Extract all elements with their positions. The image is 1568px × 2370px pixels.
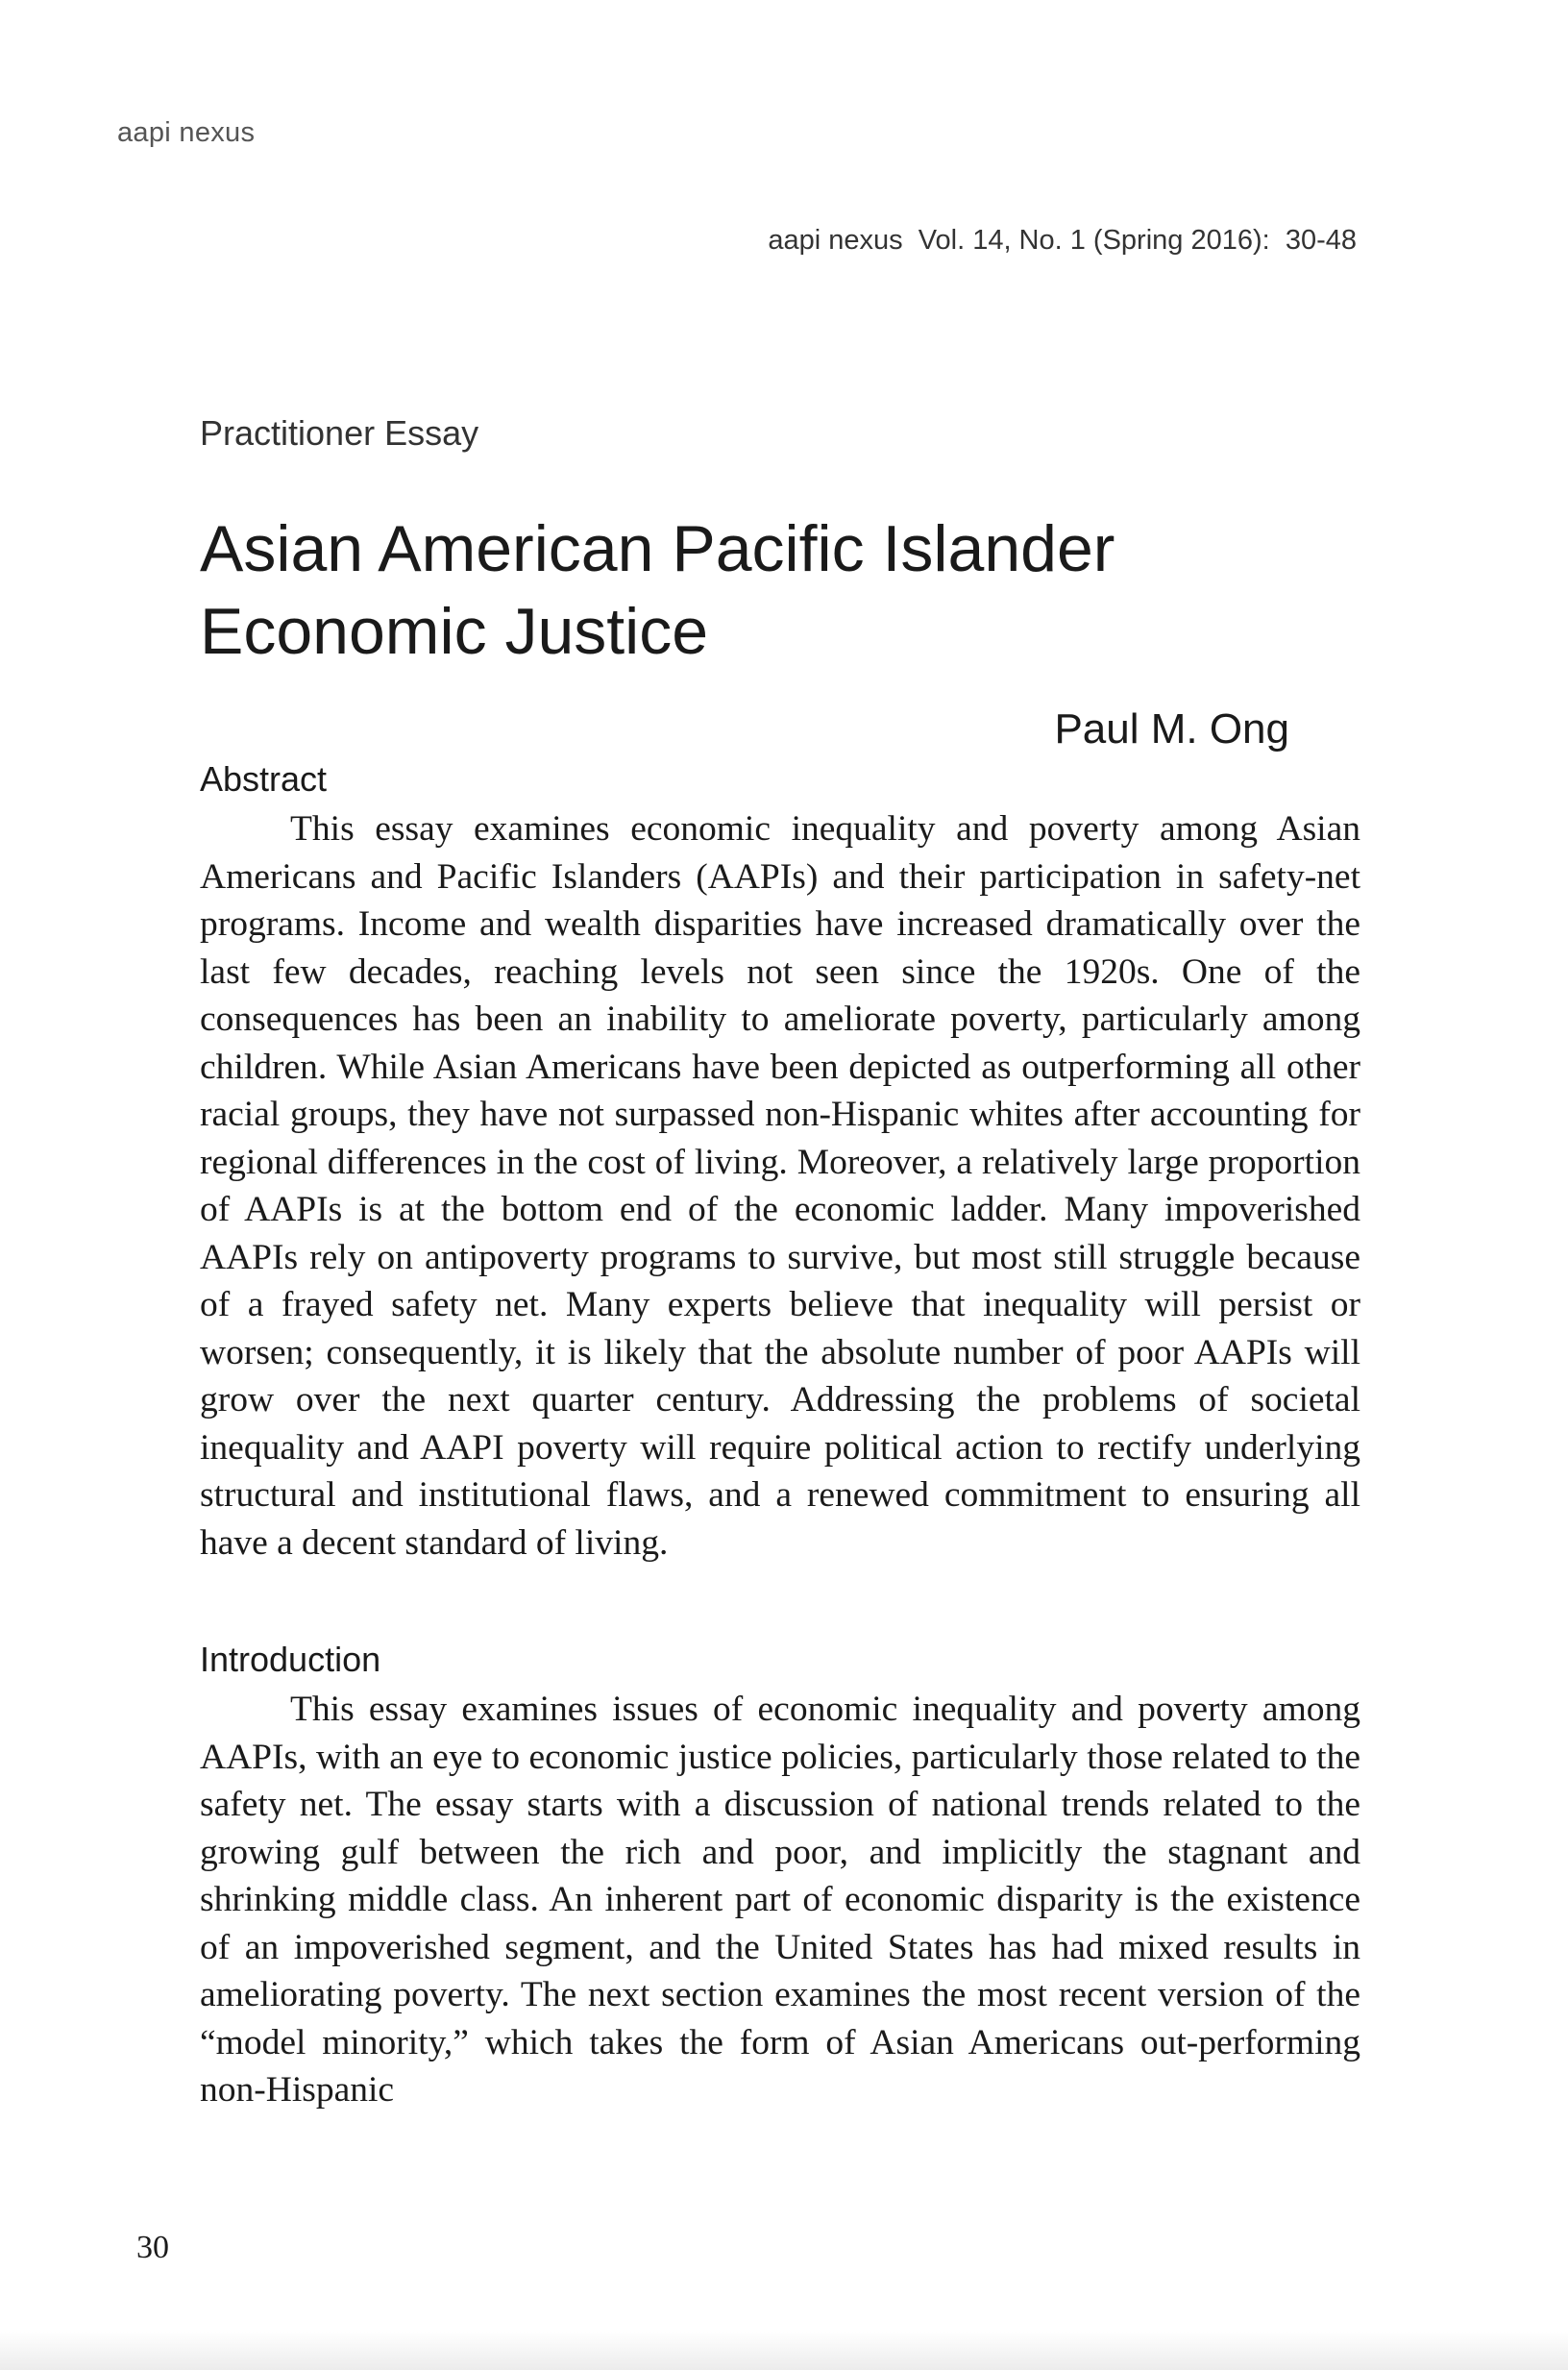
page-bottom-shadow (0, 2332, 1568, 2370)
abstract-heading: Abstract (200, 759, 328, 799)
essay-type-label: Practitioner Essay (200, 413, 479, 453)
journal-citation: aapi nexus Vol. 14, No. 1 (Spring 2016): 30-48 (768, 225, 1357, 256)
article-title-line-2: Economic Justice (200, 595, 709, 668)
running-head: aapi nexus (117, 117, 256, 148)
introduction-paragraph: This essay examines issues of economic inequality and poverty among AAPIs, with an eye to economic justice policies, particularly those related to the safety net. The essay starts with a discussion of national trends related to the growing gulf between the rich and poor, and implicitly the stagnant and shrinking middle class. An inherent part of economic disparity is the existence of an impoverished segment, and the United States has had mixed results in ameliorating poverty. The next section examines the most recent version of the “model minority,” which takes the form of Asian Americans out-performing non-Hispanic (200, 1690, 1360, 2110)
article-title (200, 507, 1372, 673)
introduction-heading: Introduction (200, 1640, 381, 1679)
article-title-line-1: Asian American Pacific Islander (200, 512, 1115, 585)
abstract-paragraph: This essay examines economic inequality and poverty among Asian Americans and Pacific Islanders (AAPIs) and their participation in safety-net programs. Income and wealth disparities have increased dramatically over the last few decades, reaching levels not seen since the 1920s. One of the consequences has been an inability to ameliorate poverty, particularly among children. While Asian Americans have been depicted as outperforming all other racial groups, they have not surpassed non-Hispanic whites after accounting for regional differences in the cost of living. Moreover, a relatively large proportion of AAPIs is at the bottom end of the economic ladder. Many impoverished AAPIs rely on antipoverty programs to survive, but most still struggle because of a frayed safety net. Many experts believe that inequality will persist or worsen; consequently, it is likely that the absolute number of poor AAPIs will grow over the next quarter century. Addressing the problems of societal inequality and AAPI poverty will require political action to rectify underlying structural and institutional flaws, and a renewed commitment to ensuring all have a decent standard of living. (200, 809, 1360, 1563)
page-number: 30 (136, 2230, 169, 2265)
author-name: Paul M. Ong (1054, 705, 1289, 753)
